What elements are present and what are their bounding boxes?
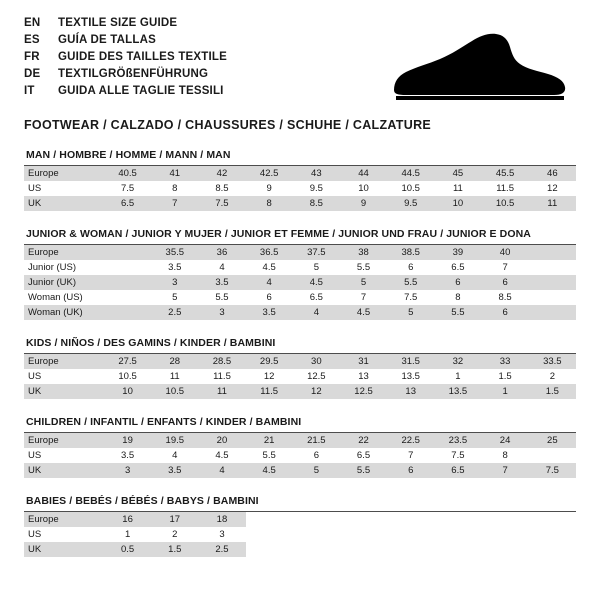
- row-label: UK: [24, 542, 104, 557]
- size-cell: 6: [482, 275, 529, 290]
- size-cell: 9: [340, 196, 387, 211]
- section-title: JUNIOR & WOMAN / JUNIOR Y MUJER / JUNIOR ET FEMME / JUNIOR UND FRAU / JUNIOR E DONA: [24, 228, 576, 245]
- size-cell: 36.5: [246, 245, 293, 260]
- size-cell: 18: [198, 512, 245, 527]
- language-row: [24, 84, 227, 101]
- size-cell: 5: [387, 305, 434, 320]
- size-cell: 10: [434, 196, 481, 211]
- size-cell: 6.5: [104, 196, 151, 211]
- size-cell: 41: [151, 166, 198, 181]
- language-title: GUÍA DE TALLAS: [58, 34, 156, 46]
- size-sections: [24, 149, 576, 557]
- size-cell: 5.5: [246, 448, 293, 463]
- row-label: Woman (US): [24, 290, 104, 305]
- size-cell: 4.5: [340, 305, 387, 320]
- size-cell: 4.5: [293, 275, 340, 290]
- language-row: [24, 67, 227, 84]
- size-section: [24, 228, 576, 320]
- size-cell: 7.5: [104, 181, 151, 196]
- size-cell: 30: [293, 354, 340, 369]
- section-title: BABIES / BEBÉS / BÉBÉS / BABYS / BAMBINI: [24, 495, 576, 512]
- table-row: [24, 275, 576, 290]
- row-label: Europe: [24, 166, 104, 181]
- size-cell: 10.5: [387, 181, 434, 196]
- size-cell: 11: [434, 181, 481, 196]
- size-cell: 8.5: [293, 196, 340, 211]
- size-cell: 44: [340, 166, 387, 181]
- size-section: [24, 495, 576, 557]
- size-cell: 2: [529, 369, 576, 384]
- size-cell: 5.5: [434, 305, 481, 320]
- size-cell: 11.5: [482, 181, 529, 196]
- size-cell: 5.5: [387, 275, 434, 290]
- size-cell: 20: [198, 433, 245, 448]
- size-cell: [104, 275, 151, 290]
- size-cell: 35.5: [151, 245, 198, 260]
- size-cell: 5: [293, 463, 340, 478]
- size-cell: [434, 512, 481, 527]
- language-title-list: [24, 16, 227, 101]
- size-cell: 4.5: [246, 260, 293, 275]
- size-cell: 4: [293, 305, 340, 320]
- language-code: ES: [24, 34, 40, 46]
- row-label: US: [24, 369, 104, 384]
- size-cell: 24: [482, 433, 529, 448]
- size-cell: 13.5: [434, 384, 481, 399]
- table-row: [24, 512, 576, 527]
- size-cell: 6: [246, 290, 293, 305]
- size-cell: [246, 542, 293, 557]
- size-cell: 36: [198, 245, 245, 260]
- row-label: Europe: [24, 245, 104, 260]
- table-row: [24, 166, 576, 181]
- size-cell: 6: [387, 260, 434, 275]
- language-title: TEXTILE SIZE GUIDE: [58, 17, 178, 29]
- size-cell: 6: [293, 448, 340, 463]
- section-title: MAN / HOMBRE / HOMME / MANN / MAN: [24, 149, 576, 166]
- table-row: [24, 260, 576, 275]
- size-cell: 7.5: [198, 196, 245, 211]
- size-cell: 11: [151, 369, 198, 384]
- size-cell: 38.5: [387, 245, 434, 260]
- size-cell: 16: [104, 512, 151, 527]
- size-cell: 46: [529, 166, 576, 181]
- language-row: [24, 33, 227, 50]
- size-cell: 13: [387, 384, 434, 399]
- size-cell: [529, 290, 576, 305]
- language-code: FR: [24, 51, 40, 63]
- size-cell: 5: [293, 260, 340, 275]
- size-cell: 8.5: [482, 290, 529, 305]
- size-cell: [529, 448, 576, 463]
- size-cell: 12: [246, 369, 293, 384]
- document-header: [24, 16, 576, 108]
- language-code: IT: [24, 85, 35, 97]
- table-row: [24, 196, 576, 211]
- language-row: [24, 50, 227, 67]
- size-cell: 4: [246, 275, 293, 290]
- size-cell: 0.5: [104, 542, 151, 557]
- size-cell: [529, 245, 576, 260]
- size-cell: [340, 512, 387, 527]
- size-cell: 45.5: [482, 166, 529, 181]
- size-cell: 3: [151, 275, 198, 290]
- size-cell: 5.5: [198, 290, 245, 305]
- row-label: Europe: [24, 354, 104, 369]
- language-rows: [24, 16, 227, 101]
- size-cell: [104, 305, 151, 320]
- size-cell: 13: [340, 369, 387, 384]
- size-cell: 10: [340, 181, 387, 196]
- size-cell: 8.5: [198, 181, 245, 196]
- size-cell: 10.5: [104, 369, 151, 384]
- row-label: UK: [24, 196, 104, 211]
- size-cell: 3: [104, 463, 151, 478]
- table-row: [24, 181, 576, 196]
- size-cell: 1.5: [151, 542, 198, 557]
- size-cell: 42.5: [246, 166, 293, 181]
- size-cell: 6: [482, 305, 529, 320]
- size-cell: 5.5: [340, 463, 387, 478]
- size-cell: 9.5: [387, 196, 434, 211]
- size-cell: [387, 542, 434, 557]
- size-cell: 2.5: [198, 542, 245, 557]
- size-cell: 7: [387, 448, 434, 463]
- size-cell: 10.5: [151, 384, 198, 399]
- language-title: GUIDA ALLE TAGLIE TESSILI: [58, 85, 224, 97]
- size-cell: 45: [434, 166, 481, 181]
- dress-shoe-icon: [388, 32, 568, 104]
- size-cell: [293, 542, 340, 557]
- size-cell: 3: [198, 527, 245, 542]
- size-cell: 37.5: [293, 245, 340, 260]
- size-cell: [340, 542, 387, 557]
- size-cell: 33.5: [529, 354, 576, 369]
- size-cell: 10.5: [482, 196, 529, 211]
- row-label: US: [24, 181, 104, 196]
- size-cell: 19: [104, 433, 151, 448]
- row-label: Junior (US): [24, 260, 104, 275]
- size-cell: [529, 527, 576, 542]
- language-code: EN: [24, 17, 41, 29]
- size-cell: 42: [198, 166, 245, 181]
- size-cell: 7: [482, 463, 529, 478]
- size-cell: 1: [104, 527, 151, 542]
- size-cell: 6: [434, 275, 481, 290]
- size-cell: 22.5: [387, 433, 434, 448]
- size-cell: [246, 512, 293, 527]
- table-row: [24, 245, 576, 260]
- size-cell: 21: [246, 433, 293, 448]
- size-cell: 43: [293, 166, 340, 181]
- size-cell: 3.5: [198, 275, 245, 290]
- row-label: Woman (UK): [24, 305, 104, 320]
- size-cell: [529, 512, 576, 527]
- language-title: TEXTILGRÖßENFÜHRUNG: [58, 68, 209, 80]
- size-cell: 33: [482, 354, 529, 369]
- size-cell: [529, 260, 576, 275]
- size-cell: 1.5: [482, 369, 529, 384]
- size-cell: 2: [151, 527, 198, 542]
- language-title: GUIDE DES TAILLES TEXTILE: [58, 51, 227, 63]
- size-cell: 12: [293, 384, 340, 399]
- size-cell: [482, 527, 529, 542]
- size-cell: 1: [482, 384, 529, 399]
- row-label: Junior (UK): [24, 275, 104, 290]
- size-cell: 25: [529, 433, 576, 448]
- size-cell: 22: [340, 433, 387, 448]
- size-cell: [434, 527, 481, 542]
- language-code: DE: [24, 68, 41, 80]
- size-cell: 8: [434, 290, 481, 305]
- size-cell: 12: [529, 181, 576, 196]
- size-cell: [529, 542, 576, 557]
- size-cell: 5: [340, 275, 387, 290]
- size-cell: 17: [151, 512, 198, 527]
- size-cell: 9: [246, 181, 293, 196]
- size-cell: 12.5: [293, 369, 340, 384]
- size-cell: 4: [198, 260, 245, 275]
- size-cell: 9.5: [293, 181, 340, 196]
- size-cell: 3.5: [151, 260, 198, 275]
- size-cell: [387, 512, 434, 527]
- size-cell: 6.5: [340, 448, 387, 463]
- size-cell: 5: [151, 290, 198, 305]
- size-cell: [529, 305, 576, 320]
- size-cell: [482, 542, 529, 557]
- size-table: [24, 354, 576, 399]
- size-cell: 6.5: [434, 463, 481, 478]
- size-cell: 40: [482, 245, 529, 260]
- size-cell: 21.5: [293, 433, 340, 448]
- language-row: [24, 16, 227, 33]
- size-cell: 4.5: [198, 448, 245, 463]
- size-cell: 12.5: [340, 384, 387, 399]
- size-cell: 29.5: [246, 354, 293, 369]
- size-cell: 5.5: [340, 260, 387, 275]
- size-cell: 1.5: [529, 384, 576, 399]
- size-cell: 23.5: [434, 433, 481, 448]
- size-cell: 6.5: [293, 290, 340, 305]
- size-cell: 31.5: [387, 354, 434, 369]
- table-row: [24, 433, 576, 448]
- size-cell: 3: [198, 305, 245, 320]
- table-row: [24, 463, 576, 478]
- size-cell: 32: [434, 354, 481, 369]
- size-cell: 1: [434, 369, 481, 384]
- size-cell: 7.5: [529, 463, 576, 478]
- row-label: US: [24, 448, 104, 463]
- size-cell: 27.5: [104, 354, 151, 369]
- table-row: [24, 527, 576, 542]
- size-cell: 3.5: [246, 305, 293, 320]
- size-cell: 19.5: [151, 433, 198, 448]
- row-label: UK: [24, 463, 104, 478]
- size-cell: 11: [529, 196, 576, 211]
- size-table: [24, 433, 576, 478]
- section-title: KIDS / NIÑOS / DES GAMINS / KINDER / BAMBINI: [24, 337, 576, 354]
- size-cell: [482, 512, 529, 527]
- size-cell: 11.5: [246, 384, 293, 399]
- size-cell: 38: [340, 245, 387, 260]
- size-cell: 11.5: [198, 369, 245, 384]
- size-cell: 2.5: [151, 305, 198, 320]
- size-cell: 28: [151, 354, 198, 369]
- row-label: Europe: [24, 512, 104, 527]
- table-row: [24, 542, 576, 557]
- size-cell: 8: [246, 196, 293, 211]
- table-row: [24, 384, 576, 399]
- size-cell: [529, 275, 576, 290]
- size-cell: 40.5: [104, 166, 151, 181]
- size-cell: 13.5: [387, 369, 434, 384]
- size-cell: [340, 527, 387, 542]
- size-cell: [387, 527, 434, 542]
- size-cell: [246, 527, 293, 542]
- size-table: [24, 166, 576, 211]
- size-cell: [293, 527, 340, 542]
- size-cell: 28.5: [198, 354, 245, 369]
- section-title: CHILDREN / INFANTIL / ENFANTS / KINDER / BAMBINI: [24, 416, 576, 433]
- size-cell: 6: [387, 463, 434, 478]
- size-cell: 7.5: [434, 448, 481, 463]
- size-cell: [104, 290, 151, 305]
- size-cell: 7.5: [387, 290, 434, 305]
- size-cell: 44.5: [387, 166, 434, 181]
- row-label: UK: [24, 384, 104, 399]
- size-table: [24, 245, 576, 320]
- size-cell: 7: [482, 260, 529, 275]
- size-cell: 39: [434, 245, 481, 260]
- size-cell: 3.5: [104, 448, 151, 463]
- row-label: US: [24, 527, 104, 542]
- size-cell: 4.5: [246, 463, 293, 478]
- size-cell: [104, 245, 151, 260]
- size-cell: 11: [198, 384, 245, 399]
- size-cell: [434, 542, 481, 557]
- size-cell: [293, 512, 340, 527]
- size-section: [24, 416, 576, 478]
- size-cell: 3.5: [151, 463, 198, 478]
- size-cell: 10: [104, 384, 151, 399]
- size-cell: 31: [340, 354, 387, 369]
- size-cell: 4: [198, 463, 245, 478]
- size-section: [24, 337, 576, 399]
- size-cell: 6.5: [434, 260, 481, 275]
- table-row: [24, 448, 576, 463]
- size-cell: 8: [482, 448, 529, 463]
- size-section: [24, 149, 576, 211]
- size-cell: 8: [151, 181, 198, 196]
- size-table: [24, 512, 576, 557]
- table-row: [24, 290, 576, 305]
- table-row: [24, 305, 576, 320]
- page-title: FOOTWEAR / CALZADO / CHAUSSURES / SCHUHE / CALZATURE: [24, 118, 432, 132]
- table-row: [24, 354, 576, 369]
- table-row: [24, 369, 576, 384]
- size-cell: 4: [151, 448, 198, 463]
- size-cell: 7: [151, 196, 198, 211]
- row-label: Europe: [24, 433, 104, 448]
- size-cell: 7: [340, 290, 387, 305]
- size-cell: [104, 260, 151, 275]
